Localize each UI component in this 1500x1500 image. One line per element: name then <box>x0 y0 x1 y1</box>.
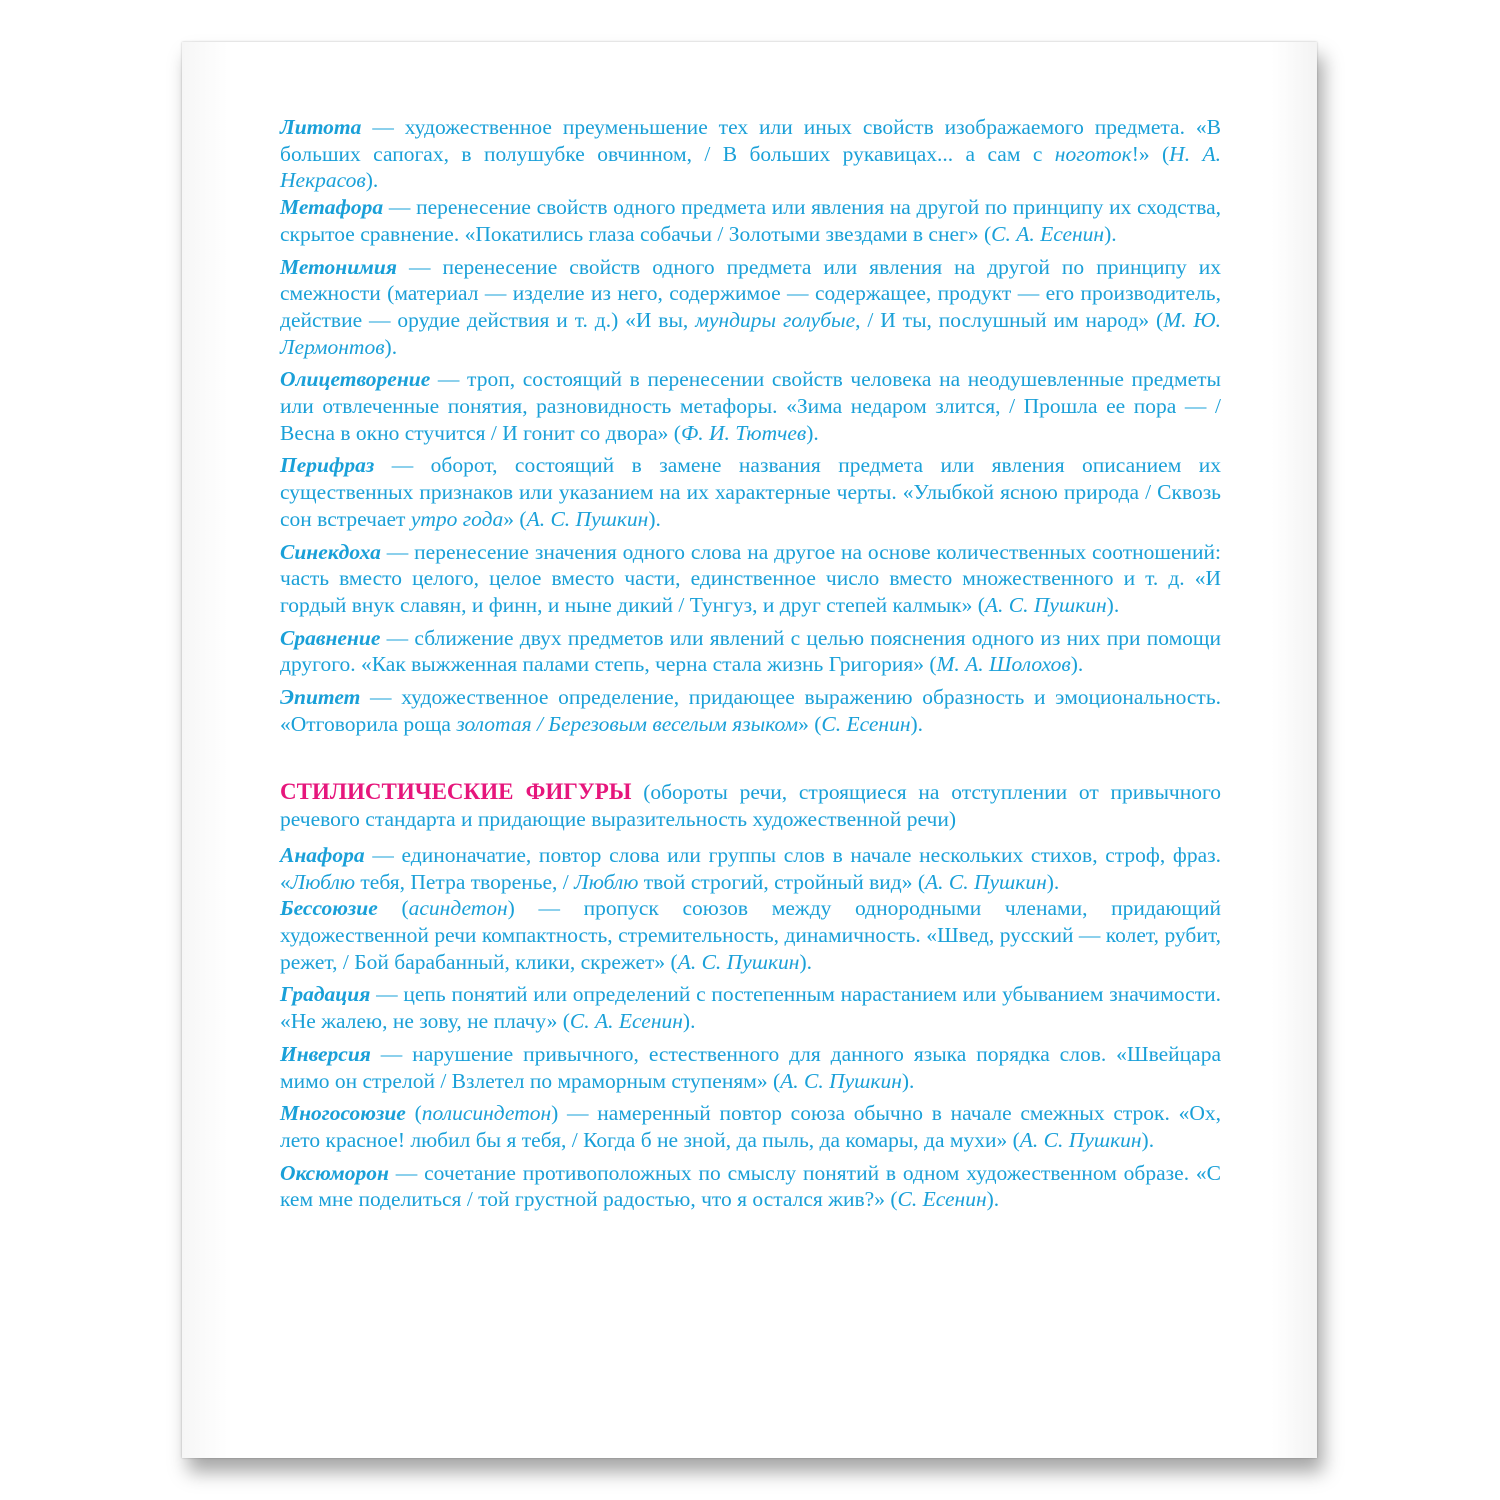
entry-sravnenie <box>280 625 1221 678</box>
author-anafora: А. С. Пушкин <box>925 869 1047 894</box>
tail-bessoyuzie: ). <box>799 949 812 974</box>
definition-metonimiya: — перенесение свойств одного предмета или явления на другой по принципу их смежности (материал — изделие из него, содержимое — содержащее, продукт — его производитель, действие — орудие действия и т. д.) «И вы, <box>280 254 1221 332</box>
entry-anafora <box>280 842 1221 895</box>
author-bessoyuzie: А. С. Пушкин <box>677 949 800 974</box>
term-perifraz: Перифраз <box>280 453 375 478</box>
definition-sravnenie: — сближение двух предметов или явлений с целью пояснения одного из них при помощи другого. «Как выжженная палами степь, черна стала жизнь Григория» ( <box>280 625 1221 677</box>
document-page <box>182 42 1317 1458</box>
entry-litota <box>280 114 1221 194</box>
tail-inversiya: ). <box>901 1068 915 1093</box>
tail-metafora: ). <box>1104 221 1117 246</box>
term-inversiya: Инверсия <box>280 1041 371 1066</box>
entry-perifraz <box>280 452 1221 532</box>
tail-epitet: ). <box>910 711 924 736</box>
section-heading <box>280 779 1221 832</box>
text-anafora-1: — единоначатие, повтор слова или группы слов в начале нескольких стихов, строф, фраз. « <box>280 842 1221 894</box>
term-gradaciya: Градация <box>280 982 371 1007</box>
quote-end-metonimiya: , / И ты, послушный им народ» ( <box>855 307 1164 332</box>
section-title: СТИЛИСТИЧЕСКИЕ ФИГУРЫ <box>280 779 632 805</box>
term-metafora: Метафора <box>280 195 384 220</box>
text-anafora-3: твой строгий, стройный вид» ( <box>638 869 926 894</box>
tail-olicetvorenie: ). <box>806 420 819 445</box>
tail-sravnenie: ). <box>1070 652 1084 677</box>
term-bessoyuzie: Бессоюзие <box>280 896 378 921</box>
entry-bessoyuzie <box>280 895 1221 975</box>
tail-sinekdoha: ). <box>1106 592 1120 617</box>
quote-end-litota: !» ( <box>1131 141 1170 166</box>
tail-metonimiya: ). <box>384 334 398 359</box>
term-oksyumoron: Оксюморон <box>280 1160 389 1185</box>
definition-olicetvorenie: — троп, состоящий в перенесении свойств человека на неодушевленные предметы или отвлеченные понятия, разновидность метафоры. «Зима недаром злится, / Прошла ее пора — / Весна в окно стучится / И гонит со двора» ( <box>280 367 1221 445</box>
tail-gradaciya: ). <box>682 1009 696 1034</box>
page-content <box>280 114 1221 1219</box>
italic-anafora-1: Люблю <box>290 869 355 894</box>
term-mnogosoyuzie: Многосоюзие <box>280 1101 406 1126</box>
tail-mnogosoyuzie: ). <box>1141 1127 1155 1152</box>
term-olicetvorenie: Олицетворение <box>280 367 431 392</box>
author-sinekdoha: А. С. Пушкин <box>984 592 1107 617</box>
definition-epitet: — художественное определение, придающее выражению образность и эмоциональность. «Отговорила роща <box>280 685 1221 736</box>
text-bessoyuzie-2: ) — пропуск союзов между однородными членами, придающий художественной речи компактность, стремительность, динамичность. «Швед, русский — колет, рубит, режет, / Бой барабанный, клики, скрежет» ( <box>280 896 1221 974</box>
entry-olicetvorenie <box>280 366 1221 446</box>
author-oksyumoron: С. Есенин <box>897 1187 987 1212</box>
quote-italic-metonimiya: мундиры голубые <box>695 307 856 332</box>
text-mnogosoyuzie-2: ) — намеренный повтор союза обычно в начале смежных строк. «Ох, лето красное! любил бы я тебя, / Когда б не зной, да пыль, да комары, да мухи» ( <box>280 1101 1221 1152</box>
entry-epitet <box>280 684 1221 737</box>
italic-anafora-2: Люблю <box>574 869 639 894</box>
author-inversiya: А. С. Пушкин <box>780 1068 902 1093</box>
entry-inversiya <box>280 1041 1221 1094</box>
quote-italic-epitet: золотая / Березовым веселым языком <box>456 711 799 736</box>
tail-perifraz: ). <box>648 506 661 531</box>
tail-anafora: ). <box>1046 869 1060 894</box>
author-olicetvorenie: Ф. И. Тютчев <box>680 420 807 445</box>
text-gradaciya: — цепь понятий или определений с постепенным нарастанием или убыванием значимости. «Не жалею, не зову, не плачу» ( <box>280 982 1221 1034</box>
entry-mnogosoyuzie <box>280 1100 1221 1153</box>
definition-sinekdoha: — перенесение значения одного слова на другое на основе количественных соотношений: часть вместо целого, целое вместо части, единственное число вместо множественного и т. д. «И гордый внук славян, и финн, и ныне дикий / Тунгуз, и друг степей калмык» ( <box>280 539 1221 617</box>
author-litota: Н. А. Некрасов <box>280 141 1221 193</box>
entry-metonimiya <box>280 254 1221 361</box>
author-sravnenie: М. А. Шолохов <box>936 652 1071 677</box>
italic-mnogosoyuzie: полисиндетон <box>421 1101 552 1126</box>
definition-litota: — художественное преуменьшение тех или иных свойств изображаемого предмета. «В больших сапогах, в полушубке овчинном, / В больших рукавицах... а сам с <box>280 115 1221 166</box>
tail-oksyumoron: ). <box>986 1187 1000 1212</box>
author-mnogosoyuzie: А. С. Пушкин <box>1019 1127 1142 1152</box>
term-sinekdoha: Синекдоха <box>280 539 381 564</box>
italic-bessoyuzie: асиндетон <box>408 896 508 921</box>
definition-metafora: — перенесение свойств одного предмета или явления на другой по принципу их сходства, скрытое сравнение. «Покатились глаза собачьи / Золотыми звездами в снег» ( <box>280 195 1221 246</box>
entry-oksyumoron <box>280 1160 1221 1213</box>
text-bessoyuzie-1: ( <box>377 896 409 921</box>
author-perifraz: А. С. Пушкин <box>526 506 649 531</box>
quote-end-epitet: » ( <box>798 711 822 736</box>
tail-litota: ). <box>365 168 379 193</box>
quote-italic-perifraz: утро года <box>410 506 504 531</box>
author-metonimiya: М. Ю. Лермонтов <box>280 307 1221 359</box>
term-anafora: Анафора <box>280 842 365 867</box>
quote-italic-litota: ноготок <box>1054 141 1132 166</box>
section-subtitle: (обороты речи, строящиеся на отступлении от привычного речевого стандарта и придающие выразительность художественной речи) <box>280 780 1221 832</box>
author-gradaciya: С. А. Есенин <box>569 1009 683 1034</box>
text-inversiya: — нарушение привычного, естественного для данного языка порядка слов. «Швейцара мимо он стрелой / Взлетел по мраморным ступеням» ( <box>280 1041 1221 1093</box>
text-oksyumoron: — сочетание противоположных по смыслу понятий в одном художественном образе. «С кем мне поделиться / той грустной радостью, что я остался жив?» ( <box>280 1160 1221 1212</box>
author-metafora: С. А. Есенин <box>991 221 1105 246</box>
term-sravnenie: Сравнение <box>280 625 381 650</box>
term-metonimiya: Метонимия <box>280 254 397 279</box>
definition-perifraz: — оборот, состоящий в замене названия предмета или явления описанием их существенных признаков или указанием на их характерные черты. «Улыбкой ясною природа / Сквозь сон встречает <box>280 453 1221 531</box>
text-mnogosoyuzie-1: ( <box>405 1101 422 1126</box>
quote-end-perifraz: » ( <box>503 506 527 531</box>
entry-gradaciya <box>280 981 1221 1034</box>
entry-sinekdoha <box>280 539 1221 619</box>
author-epitet: С. Есенин <box>821 711 911 736</box>
text-anafora-2: тебя, Петра творенье, / <box>355 869 575 894</box>
term-epitet: Эпитет <box>280 685 361 710</box>
term-litota: Литота <box>280 115 362 139</box>
entry-metafora <box>280 194 1221 247</box>
